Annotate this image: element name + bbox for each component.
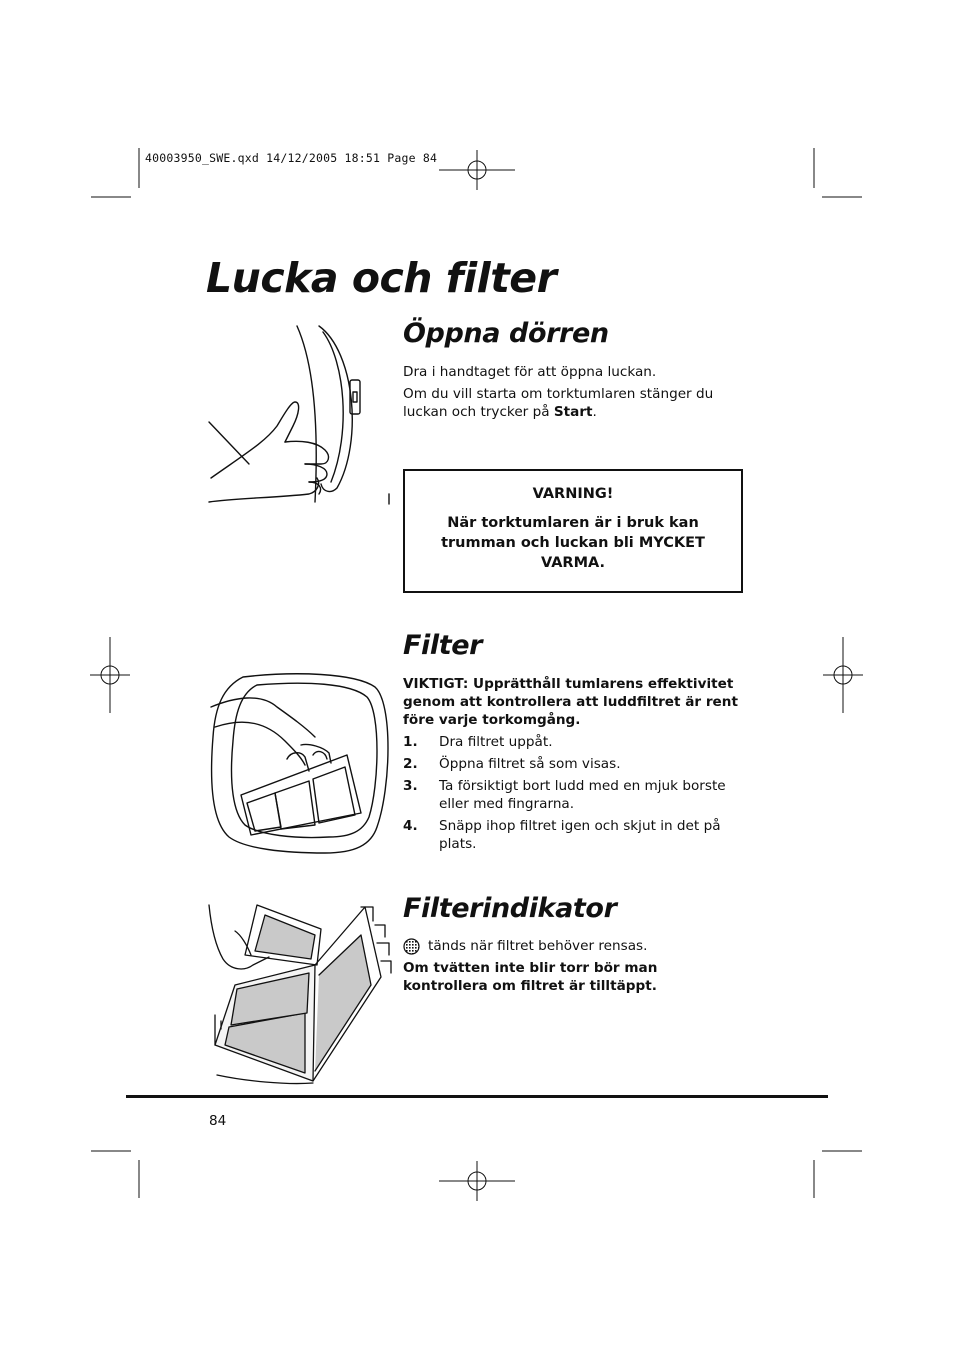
footer-rule xyxy=(126,1095,828,1098)
registration-mark-top xyxy=(439,150,515,190)
filter-step: 1. Dra filtret uppåt. xyxy=(403,734,553,750)
filter-steps xyxy=(403,733,743,853)
warning-box xyxy=(403,469,743,593)
registration-mark-bottom xyxy=(439,1161,515,1201)
section-heading-indicator: Filterindikator xyxy=(403,893,617,924)
indicator-instructions xyxy=(403,937,743,999)
registration-mark-left xyxy=(90,637,130,713)
open-filter-illustration xyxy=(205,895,395,1085)
indicator-line xyxy=(403,937,743,955)
door-instruction-restart: Om du vill starta om torktumlaren stänger du luckan och trycker på Start. xyxy=(403,386,714,420)
filter-important-note: VIKTIGT: Upprätthåll tumlarens effektivitet genom att kontrollera att luddfiltret är rent före varje torkomgång. xyxy=(403,676,738,728)
warning-title: VARNING! xyxy=(532,486,614,502)
door-instructions xyxy=(403,363,743,425)
door-instruction-pull: Dra i handtaget för att öppna luckan. xyxy=(403,364,657,380)
print-slug: 40003950_SWE.qxd 14/12/2005 18:51 Page 84 xyxy=(145,151,438,165)
indicator-text: tänds när filtret behöver rensas. xyxy=(428,938,648,954)
filter-step: 2. Öppna filtret så som visas. xyxy=(403,756,621,772)
warning-text: När torktumlaren är i bruk kan trumman och luckan bli MYCKET VARMA. xyxy=(441,515,705,571)
door-opening-illustration xyxy=(205,322,395,507)
section-heading-door: Öppna dörren xyxy=(403,318,609,349)
start-keyword: Start xyxy=(553,404,593,420)
filter-instructions xyxy=(403,675,743,857)
filter-indicator-icon xyxy=(403,938,420,955)
filter-step: 3. Ta försiktigt bort ludd med en mjuk borste eller med fingrarna. xyxy=(403,778,726,812)
registration-mark-right xyxy=(823,637,863,713)
filter-step: 4. Snäpp ihop filtret igen och skjut in det på plats. xyxy=(403,818,721,852)
indicator-check-note: Om tvätten inte blir torr bör man kontrollera om filtret är tilltäppt. xyxy=(403,960,658,994)
page-title: Lucka och filter xyxy=(206,254,557,302)
section-heading-filter: Filter xyxy=(403,630,483,661)
filter-removal-illustration xyxy=(205,667,393,857)
page-number: 84 xyxy=(209,1113,227,1129)
